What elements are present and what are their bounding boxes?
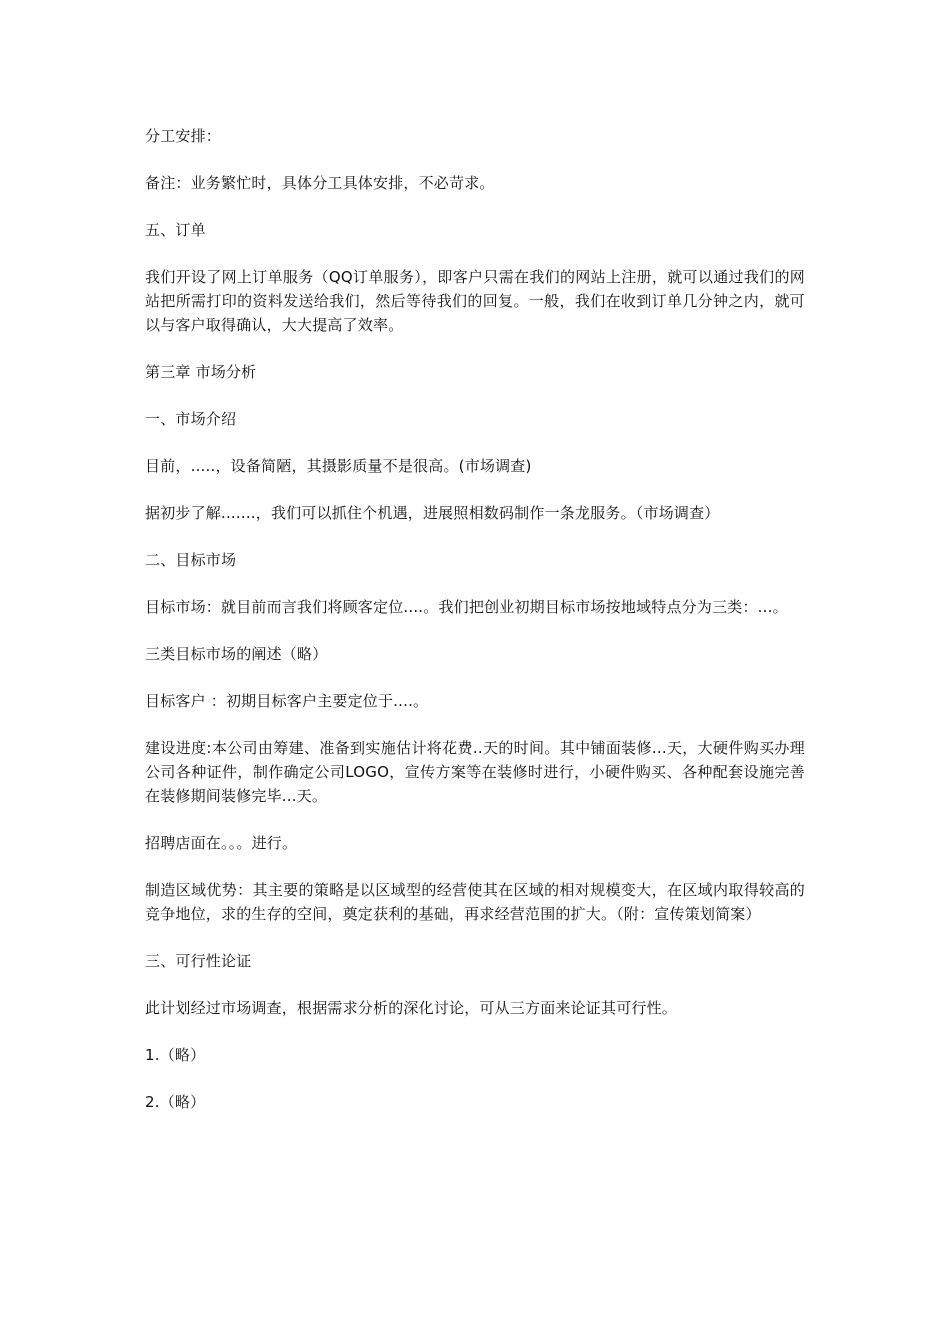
- list-item-2: 2.（略）: [145, 1093, 206, 1111]
- list-item-1: 1.（略）: [145, 1046, 206, 1064]
- paragraph-feasibility: 此计划经过市场调查，根据需求分析的深化讨论，可从三方面来论证其可行性。: [145, 999, 678, 1017]
- paragraph-recruitment: 招聘店面在。。。进行。: [145, 834, 298, 852]
- paragraph-remark: 备注：业务繁忙时，具体分工具体安排，不必苛求。: [145, 174, 495, 192]
- heading-feasibility: 三、可行性论证: [145, 952, 252, 970]
- paragraph-current-market: 目前，.....，设备简陋，其摄影质量不是很高。(市场调查): [145, 457, 532, 475]
- heading-chapter-three: 第三章 市场分析: [145, 363, 257, 381]
- paragraph-construction-schedule: 建设进度:本公司由筹建、准备到实施估计将花费..天的时间。其中铺面装修...天，大硬件购买办理公司各种证件，制作确定公司LOGO，宣传方案等在装修时进行，小硬件购买、各种配套设施完善在装修期间装修完毕...天。: [145, 739, 805, 805]
- heading-target-market: 二、目标市场: [145, 551, 237, 569]
- paragraph-market-description: 三类目标市场的阐述（略）: [145, 645, 328, 663]
- paragraph-regional-advantage: 制造区域优势：其主要的策略是以区域型的经营使其在区域的相对规模变大，在区域内取得较高的竞争地位，求的生存的空间，奠定获利的基础，再求经营范围的扩大。（附：宣传策划简案）: [145, 881, 805, 923]
- paragraph-target-customers: 目标客户 ：初期目标客户主要定位于....。: [145, 692, 429, 710]
- paragraph-initial-understanding: 据初步了解.......，我们可以抓住个机遇，进展照相数码制作一条龙服务。（市场调查）: [145, 504, 720, 522]
- heading-market-intro: 一、市场介绍: [145, 410, 237, 428]
- paragraph-online-orders: 我们开设了网上订单服务（QQ订单服务），即客户只需在我们的网站上注册，就可以通过我们的网站把所需打印的资料发送给我们，然后等待我们的回复。一般，我们在收到订单几分钟之内，就可以与客户取得确认，大大提高了效率。: [145, 268, 805, 334]
- document-body: [145, 124, 805, 1137]
- paragraph-target-market: 目标市场：就目前而言我们将顾客定位....。我们把创业初期目标市场按地域特点分为三类：...。: [145, 598, 788, 616]
- heading-orders: 五、订单: [145, 221, 206, 239]
- paragraph-division-of-labor: 分工安排：: [145, 127, 222, 145]
